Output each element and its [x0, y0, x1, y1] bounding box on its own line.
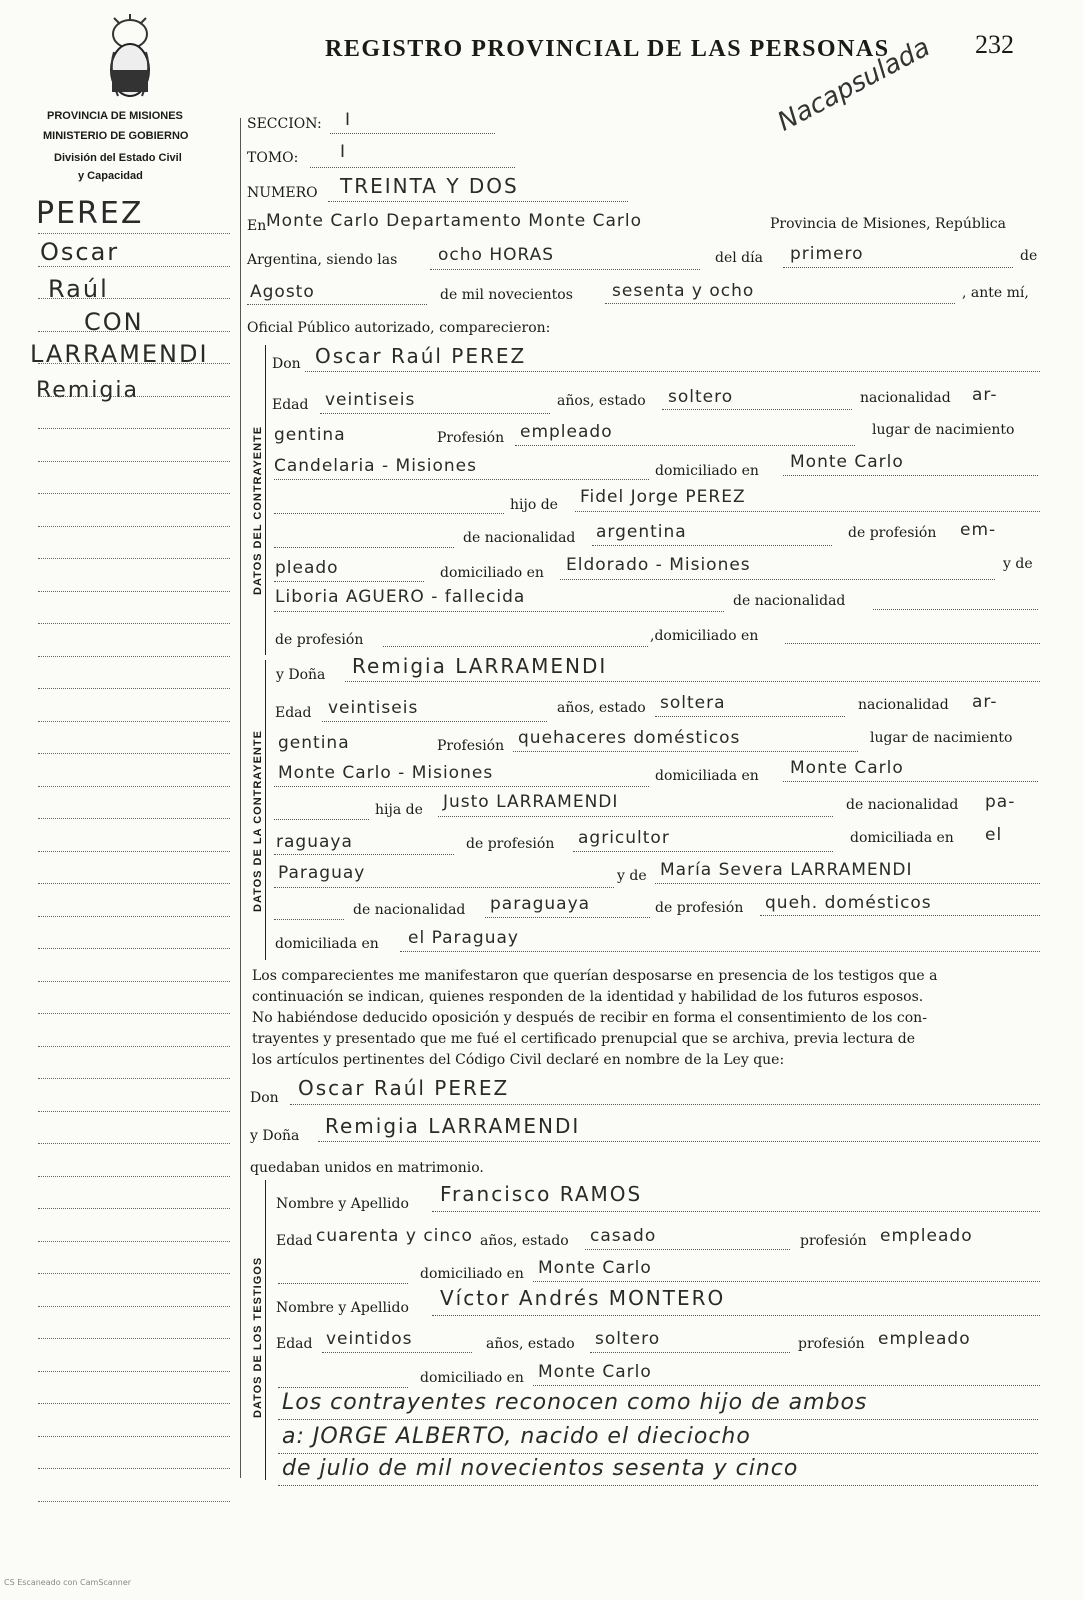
dotted-line — [274, 785, 649, 787]
bride-mother-dom: el Paraguay — [408, 928, 519, 948]
bride-mother-prof-label: de profesión — [655, 900, 744, 916]
margin-line — [38, 1175, 230, 1177]
margin-line — [38, 1077, 230, 1079]
w2-dom: Monte Carlo — [538, 1362, 652, 1382]
groom-estado-label: años, estado — [557, 393, 646, 409]
bride-mother-prof: queh. domésticos — [765, 893, 932, 913]
bride-name: Remigia LARRAMENDI — [352, 654, 608, 678]
bride-father-prof-label: de profesión — [466, 836, 555, 852]
dotted-line — [655, 882, 1040, 884]
dotted-line — [438, 815, 833, 817]
year-value: sesenta y ocho — [612, 281, 755, 301]
dotted-line — [278, 1452, 1038, 1454]
margin-line — [38, 1207, 230, 1209]
groom-mother-nac-label: de nacionalidad — [733, 593, 846, 609]
margin-line — [38, 1467, 230, 1469]
margin-line — [38, 1012, 230, 1014]
dotted-line — [322, 720, 547, 722]
dotted-line — [274, 580, 424, 582]
numero-label: NUMERO — [247, 185, 318, 201]
w2-edad-label: Edad — [276, 1336, 313, 1352]
margin-line — [38, 1402, 230, 1404]
groom-prof: empleado — [520, 422, 613, 442]
margin-line — [38, 427, 230, 429]
section-bracket — [265, 660, 266, 960]
w1-edad-label: Edad — [276, 1233, 313, 1249]
margin-surname: PEREZ — [36, 196, 144, 231]
groom-father-nac: argentina — [596, 522, 687, 542]
dotted-line — [318, 1140, 1040, 1142]
bride-father-nac: pa- — [985, 792, 1016, 812]
dotted-line — [274, 610, 724, 612]
groom-section-label: DATOS DEL CONTRAYENTE — [252, 425, 264, 595]
dotted-line — [783, 266, 1013, 268]
page-number: 232 — [975, 30, 1014, 59]
dona-label: y Doña — [276, 667, 326, 683]
declaration-line-1: Los comparecientes me manifestaron que querían desposarse en presencia de los testigos que a — [252, 968, 938, 984]
margin-divider — [240, 118, 242, 1478]
bride-father: Justo LARRAMENDI — [443, 792, 619, 812]
groom-mother-prof-label: de profesión — [275, 632, 364, 648]
w1-estado: casado — [590, 1226, 657, 1246]
margin-line — [38, 752, 230, 754]
bride-estado: soltera — [660, 693, 726, 713]
margin-line — [38, 1435, 230, 1437]
witnesses-section-label: DATOS DE LOS TESTIGOS — [252, 1256, 264, 1418]
bride-mother: María Severa LARRAMENDI — [660, 860, 913, 880]
groom-mother-dom-label: ,domiciliado en — [650, 628, 759, 644]
bride-father-dom: el — [985, 825, 1003, 845]
margin-line — [38, 330, 230, 332]
dotted-line — [655, 715, 845, 717]
w1-dom-label: domiciliado en — [420, 1266, 524, 1282]
margin-line — [38, 947, 230, 949]
dotted-line — [383, 645, 648, 647]
margin-line — [38, 1110, 230, 1112]
margin-con: CON — [84, 308, 144, 336]
w1-dom: Monte Carlo — [538, 1258, 652, 1278]
note-line-1: Los contrayentes reconocen como hijo de ambos — [282, 1390, 868, 1415]
dotted-line — [400, 950, 1040, 952]
bride-mother-dom-label: domiciliada en — [275, 936, 379, 952]
argentina-text: Argentina, siendo las — [247, 252, 398, 268]
margin-line — [38, 590, 230, 592]
w2-prof: empleado — [878, 1329, 971, 1349]
tomo-value: I — [340, 142, 347, 162]
groom-estado: soltero — [668, 387, 734, 407]
groom-nac-label: nacionalidad — [860, 390, 951, 406]
bride-domicile: Monte Carlo — [790, 758, 904, 778]
margin-line — [38, 785, 230, 787]
groom-father-prof2: pleado — [275, 558, 339, 578]
dotted-line — [430, 268, 700, 270]
groom-edad-label: Edad — [272, 397, 309, 413]
bride-birthplace: Monte Carlo - Misiones — [278, 763, 494, 783]
decl-dona-label: y Doña — [250, 1128, 300, 1144]
w1-estado-label: años, estado — [480, 1233, 569, 1249]
bride-prof-label: Profesión — [437, 738, 505, 754]
bride-section-label: DATOS DE LA CONTRAYENTE — [252, 730, 264, 912]
dotted-line — [278, 1282, 408, 1284]
margin-line — [38, 395, 230, 397]
margin-line — [38, 557, 230, 559]
oficial-text: Oficial Público autorizado, comparecieron: — [247, 320, 551, 336]
margin-line — [38, 460, 230, 462]
bride-father-dom2: Paraguay — [278, 863, 366, 883]
decl-don-label: Don — [250, 1090, 279, 1106]
dotted-line — [432, 1210, 1040, 1212]
margin-bride-surname: LARRAMENDI — [30, 340, 209, 368]
margin-line — [38, 882, 230, 884]
groom-father-prof: em- — [960, 520, 997, 540]
groom-nac2: gentina — [274, 425, 346, 445]
bride-hija-label: hija de — [375, 802, 423, 818]
dotted-line — [274, 818, 369, 820]
dotted-line — [783, 474, 1038, 476]
margin-bride-name: Remigia — [36, 378, 139, 403]
w2-name: Víctor Andrés MONTERO — [440, 1286, 726, 1310]
bride-nac-label: nacionalidad — [858, 697, 949, 713]
scanner-footer: CS Escaneado con CamScanner — [4, 1578, 132, 1587]
numero-value: TREINTA Y DOS — [340, 174, 519, 198]
bride-lugar-label: lugar de nacimiento — [870, 730, 1013, 746]
dotted-line — [513, 750, 858, 752]
dotted-line — [320, 412, 550, 414]
dotted-line — [432, 1314, 1040, 1316]
note-line-2: a: JORGE ALBERTO, nacido el dieciocho — [282, 1424, 751, 1449]
w2-estado: soltero — [595, 1329, 661, 1349]
margin-line — [38, 720, 230, 722]
margin-line — [38, 1240, 230, 1242]
bride-age: veintiseis — [328, 698, 419, 718]
groom-dom-label: domiciliado en — [655, 463, 759, 479]
w1-nombre-label: Nombre y Apellido — [276, 1196, 409, 1212]
dotted-line — [575, 510, 1040, 512]
margin-line — [38, 492, 230, 494]
w1-prof: empleado — [880, 1226, 973, 1246]
w2-dom-label: domiciliado en — [420, 1370, 524, 1386]
de-label: de — [1020, 248, 1038, 264]
dotted-line — [573, 850, 833, 852]
note-line-3: de julio de mil novecientos sesenta y cinco — [282, 1456, 799, 1481]
groom-domicile: Monte Carlo — [790, 452, 904, 472]
dotted-line — [274, 512, 504, 514]
seccion-value: I — [345, 110, 352, 130]
margin-line — [38, 265, 230, 267]
dotted-line — [274, 853, 454, 855]
bride-father-prof: agricultor — [578, 828, 670, 848]
bride-dom-label: domiciliada en — [655, 768, 759, 784]
dotted-line — [560, 578, 995, 580]
dotted-line — [515, 444, 855, 446]
w1-name: Francisco RAMOS — [440, 1182, 643, 1206]
province-label: PROVINCIA DE MISIONES — [47, 110, 183, 122]
margin-line — [38, 915, 230, 917]
declaration-line-3: No habiéndose deducido oposición y después de recibir en forma el consentimiento de los con- — [252, 1010, 927, 1026]
margin-line — [38, 655, 230, 657]
dotted-line — [592, 544, 832, 546]
margin-name: Oscar — [40, 238, 120, 266]
w1-age: cuarenta y cinco — [316, 1226, 473, 1246]
decl-bride: Remigia LARRAMENDI — [325, 1114, 581, 1138]
groom-mother: Liboria AGUERO - fallecida — [275, 587, 526, 607]
margin-line — [38, 622, 230, 624]
decl-united: quedaban unidos en matrimonio. — [250, 1160, 484, 1176]
dotted-line — [873, 608, 1038, 610]
w2-age: veintidos — [326, 1329, 413, 1349]
declaration-line-2: continuación se indican, quienes responden de la identidad y habilidad de los futuros esposos. — [252, 989, 924, 1005]
month-value: Agosto — [250, 282, 315, 302]
margin-line — [38, 297, 230, 299]
bride-nac: ar- — [972, 692, 998, 712]
margin-line — [38, 980, 230, 982]
en-label: En — [247, 218, 267, 234]
groom-father-nac-label: de nacionalidad — [463, 530, 576, 546]
dotted-line — [760, 914, 1040, 916]
groom-lugar-label: lugar de nacimiento — [872, 422, 1015, 438]
bride-mother-nac-label: de nacionalidad — [353, 902, 466, 918]
ante-mi-label: , ante mí, — [962, 285, 1029, 301]
bride-father-nac-label: de nacionalidad — [846, 797, 959, 813]
bride-estado-label: años, estado — [557, 700, 646, 716]
margin-line — [38, 850, 230, 852]
dotted-line — [605, 302, 955, 304]
groom-age: veintiseis — [325, 390, 416, 410]
margin-line — [38, 1500, 230, 1502]
section-bracket — [265, 1180, 266, 1480]
dotted-line — [485, 916, 650, 918]
bride-father-dom-label: domiciliada en — [850, 830, 954, 846]
groom-father-dom-label: domiciliado en — [440, 565, 544, 581]
margin-line — [38, 525, 230, 527]
document-title: REGISTRO PROVINCIAL DE LAS PERSONAS — [325, 36, 890, 62]
dotted-line — [310, 166, 515, 168]
groom-hijo-label: hijo de — [510, 497, 558, 513]
groom-father-prof-label: de profesión — [848, 525, 937, 541]
dotted-line — [785, 642, 1040, 644]
groom-birthplace: Candelaria - Misiones — [274, 456, 477, 476]
dotted-line — [278, 1418, 1038, 1420]
groom-name: Oscar Raúl PEREZ — [315, 344, 527, 368]
margin-line — [38, 1337, 230, 1339]
w2-prof-label: profesión — [798, 1336, 865, 1352]
dotted-line — [585, 1248, 790, 1250]
hour-value: ocho HORAS — [438, 245, 555, 265]
decl-groom: Oscar Raúl PEREZ — [298, 1076, 510, 1100]
margin-line — [38, 1370, 230, 1372]
dotted-line — [533, 1280, 1040, 1282]
dotted-line — [278, 1386, 408, 1388]
margin-line — [38, 232, 230, 234]
margin-line — [38, 1272, 230, 1274]
bride-y-de-label: y de — [617, 868, 647, 884]
margin-line — [38, 1305, 230, 1307]
dotted-line — [274, 886, 614, 888]
de-mil-label: de mil novecientos — [440, 287, 573, 303]
margin-line — [38, 687, 230, 689]
dotted-line — [322, 1351, 472, 1353]
don-label: Don — [272, 356, 301, 372]
margin-line — [38, 1045, 230, 1047]
dotted-line — [305, 370, 1040, 372]
ministry-label: MINISTERIO DE GOBIERNO — [43, 130, 189, 142]
groom-father-dom: Eldorado - Misiones — [566, 555, 751, 575]
dotted-line — [274, 918, 344, 920]
groom-prof-label: Profesión — [437, 430, 505, 446]
dotted-line — [533, 1384, 1040, 1386]
w2-nombre-label: Nombre y Apellido — [276, 1300, 409, 1316]
seccion-label: SECCION: — [247, 116, 322, 132]
dotted-line — [290, 1103, 1040, 1105]
dotted-line — [328, 200, 628, 202]
section-bracket — [265, 345, 266, 655]
dotted-line — [590, 1351, 790, 1353]
bride-father-nac2: raguaya — [276, 832, 353, 852]
groom-father: Fidel Jorge PEREZ — [580, 487, 746, 507]
bride-mother-nac: paraguaya — [490, 894, 591, 914]
bride-nac2: gentina — [278, 733, 350, 753]
provincia-text: Provincia de Misiones, República — [770, 216, 1006, 232]
w1-prof-label: profesión — [800, 1233, 867, 1249]
bride-prof: quehaceres domésticos — [518, 728, 741, 748]
day-value: primero — [790, 244, 864, 264]
y-de-label: y de — [1003, 556, 1033, 572]
declaration-line-4: trayentes y presentado que me fué el certificado prenupcial que se archiva, previa lectura de — [252, 1031, 915, 1047]
margin-line — [38, 362, 230, 364]
del-dia-label: del día — [715, 250, 763, 266]
transcribed-annotation: Nacapsulada — [772, 32, 935, 138]
margin-name-2: Raúl — [48, 275, 109, 303]
margin-line — [38, 1142, 230, 1144]
tomo-label: TOMO: — [247, 150, 299, 166]
dotted-line — [247, 303, 427, 305]
division-label: División del Estado Civil — [54, 152, 182, 164]
place-value: Monte Carlo Departamento Monte Carlo — [266, 211, 643, 231]
division-label-2: y Capacidad — [78, 170, 143, 182]
dotted-line — [278, 1484, 1038, 1486]
bride-edad-label: Edad — [275, 705, 312, 721]
dotted-line — [274, 478, 649, 480]
dotted-line — [274, 546, 454, 548]
dotted-line — [330, 132, 495, 134]
margin-line — [38, 817, 230, 819]
w2-estado-label: años, estado — [486, 1336, 575, 1352]
dotted-line — [783, 780, 1038, 782]
dotted-line — [662, 408, 852, 410]
groom-nac: ar- — [972, 385, 998, 405]
dotted-line — [345, 680, 1040, 682]
declaration-line-5: los artículos pertinentes del Código Civil declaré en nombre de la Ley que: — [252, 1052, 785, 1068]
coat-of-arms-icon — [100, 12, 160, 104]
